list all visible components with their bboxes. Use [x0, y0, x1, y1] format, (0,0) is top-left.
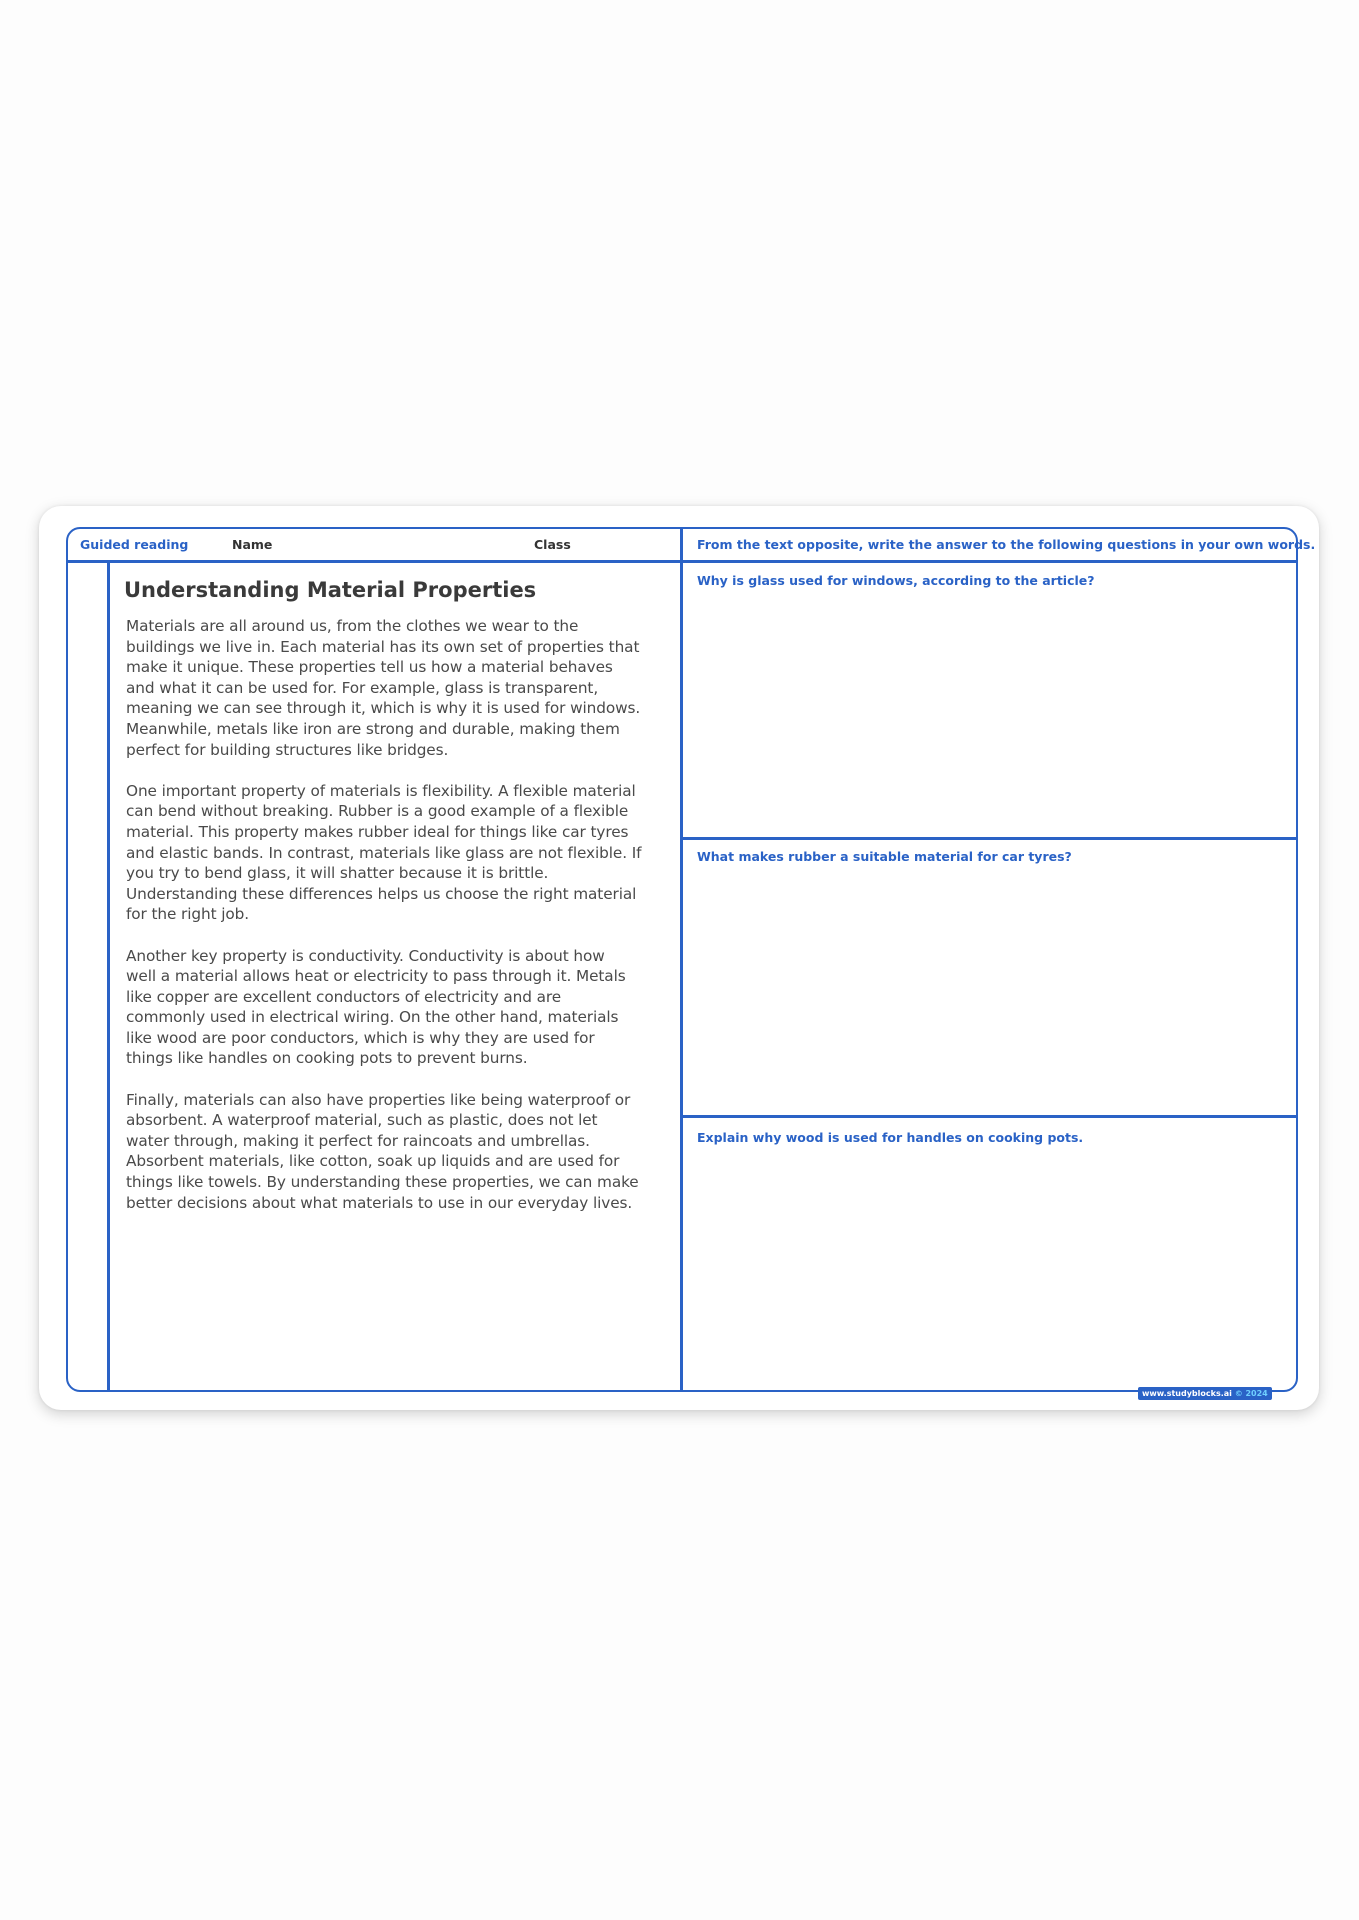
article-body — [126, 616, 666, 1234]
name-label: Name — [232, 537, 273, 552]
question-divider-1 — [681, 837, 1297, 840]
article-paragraph: Another key property is conductivity. Conductivity is about how well a material allows heat or electricity to pass through it. Metals like copper are excellent conductors of electricity and are commonly used in electrical wiring. On the other hand, materials like wood are poor conductors, which is why they are used for things like handles on cooking pots to prevent burns. — [126, 946, 626, 1068]
instructions: From the text opposite, write the answer to the following questions in your own words. — [697, 537, 1316, 552]
question-3: Explain why wood is used for handles on cooking pots. — [697, 1130, 1084, 1145]
class-label: Class — [534, 537, 571, 552]
activity-label: Guided reading — [80, 537, 189, 552]
footer-site: www.studyblocks.ai — [1142, 1389, 1232, 1398]
article-title: Understanding Material Properties — [124, 578, 537, 602]
footer-copyright: © 2024 — [1234, 1389, 1268, 1398]
question-2: What makes rubber a suitable material for car tyres? — [697, 849, 1072, 864]
column-divider — [680, 528, 683, 1390]
article-paragraph: Finally, materials can also have properties like being waterproof or absorbent. A waterproof material, such as plastic, does not let water through, making it perfect for raincoats and umbrellas. Absorbent materials, like cotton, soak up liquids and are used for things like towels. By understanding these properties, we can make better decisions about what materials to use in our everyday lives. — [126, 1090, 639, 1212]
footer-badge — [1138, 1387, 1272, 1400]
question-divider-2 — [681, 1115, 1297, 1118]
margin-line — [107, 561, 110, 1390]
article-paragraph: Materials are all around us, from the clothes we wear to the buildings we live in. Each material has its own set of properties that make it unique. These properties tell us how a material behaves and what it can be used for. For example, glass is transparent, meaning we can see through it, which is why it is used for windows. Meanwhile, metals like iron are strong and durable, making them perfect for building structures like bridges. — [126, 617, 641, 759]
question-1: Why is glass used for windows, according to the article? — [697, 573, 1095, 588]
article-paragraph: One important property of materials is flexibility. A flexible material can bend without breaking. Rubber is a good example of a flexible material. This property makes rubber ideal for things like car tyres and elastic bands. In contrast, materials like glass are not flexible. If you try to bend glass, it will shatter because it is brittle. Understanding these differences helps us choose the right material for the right job. — [126, 781, 642, 924]
